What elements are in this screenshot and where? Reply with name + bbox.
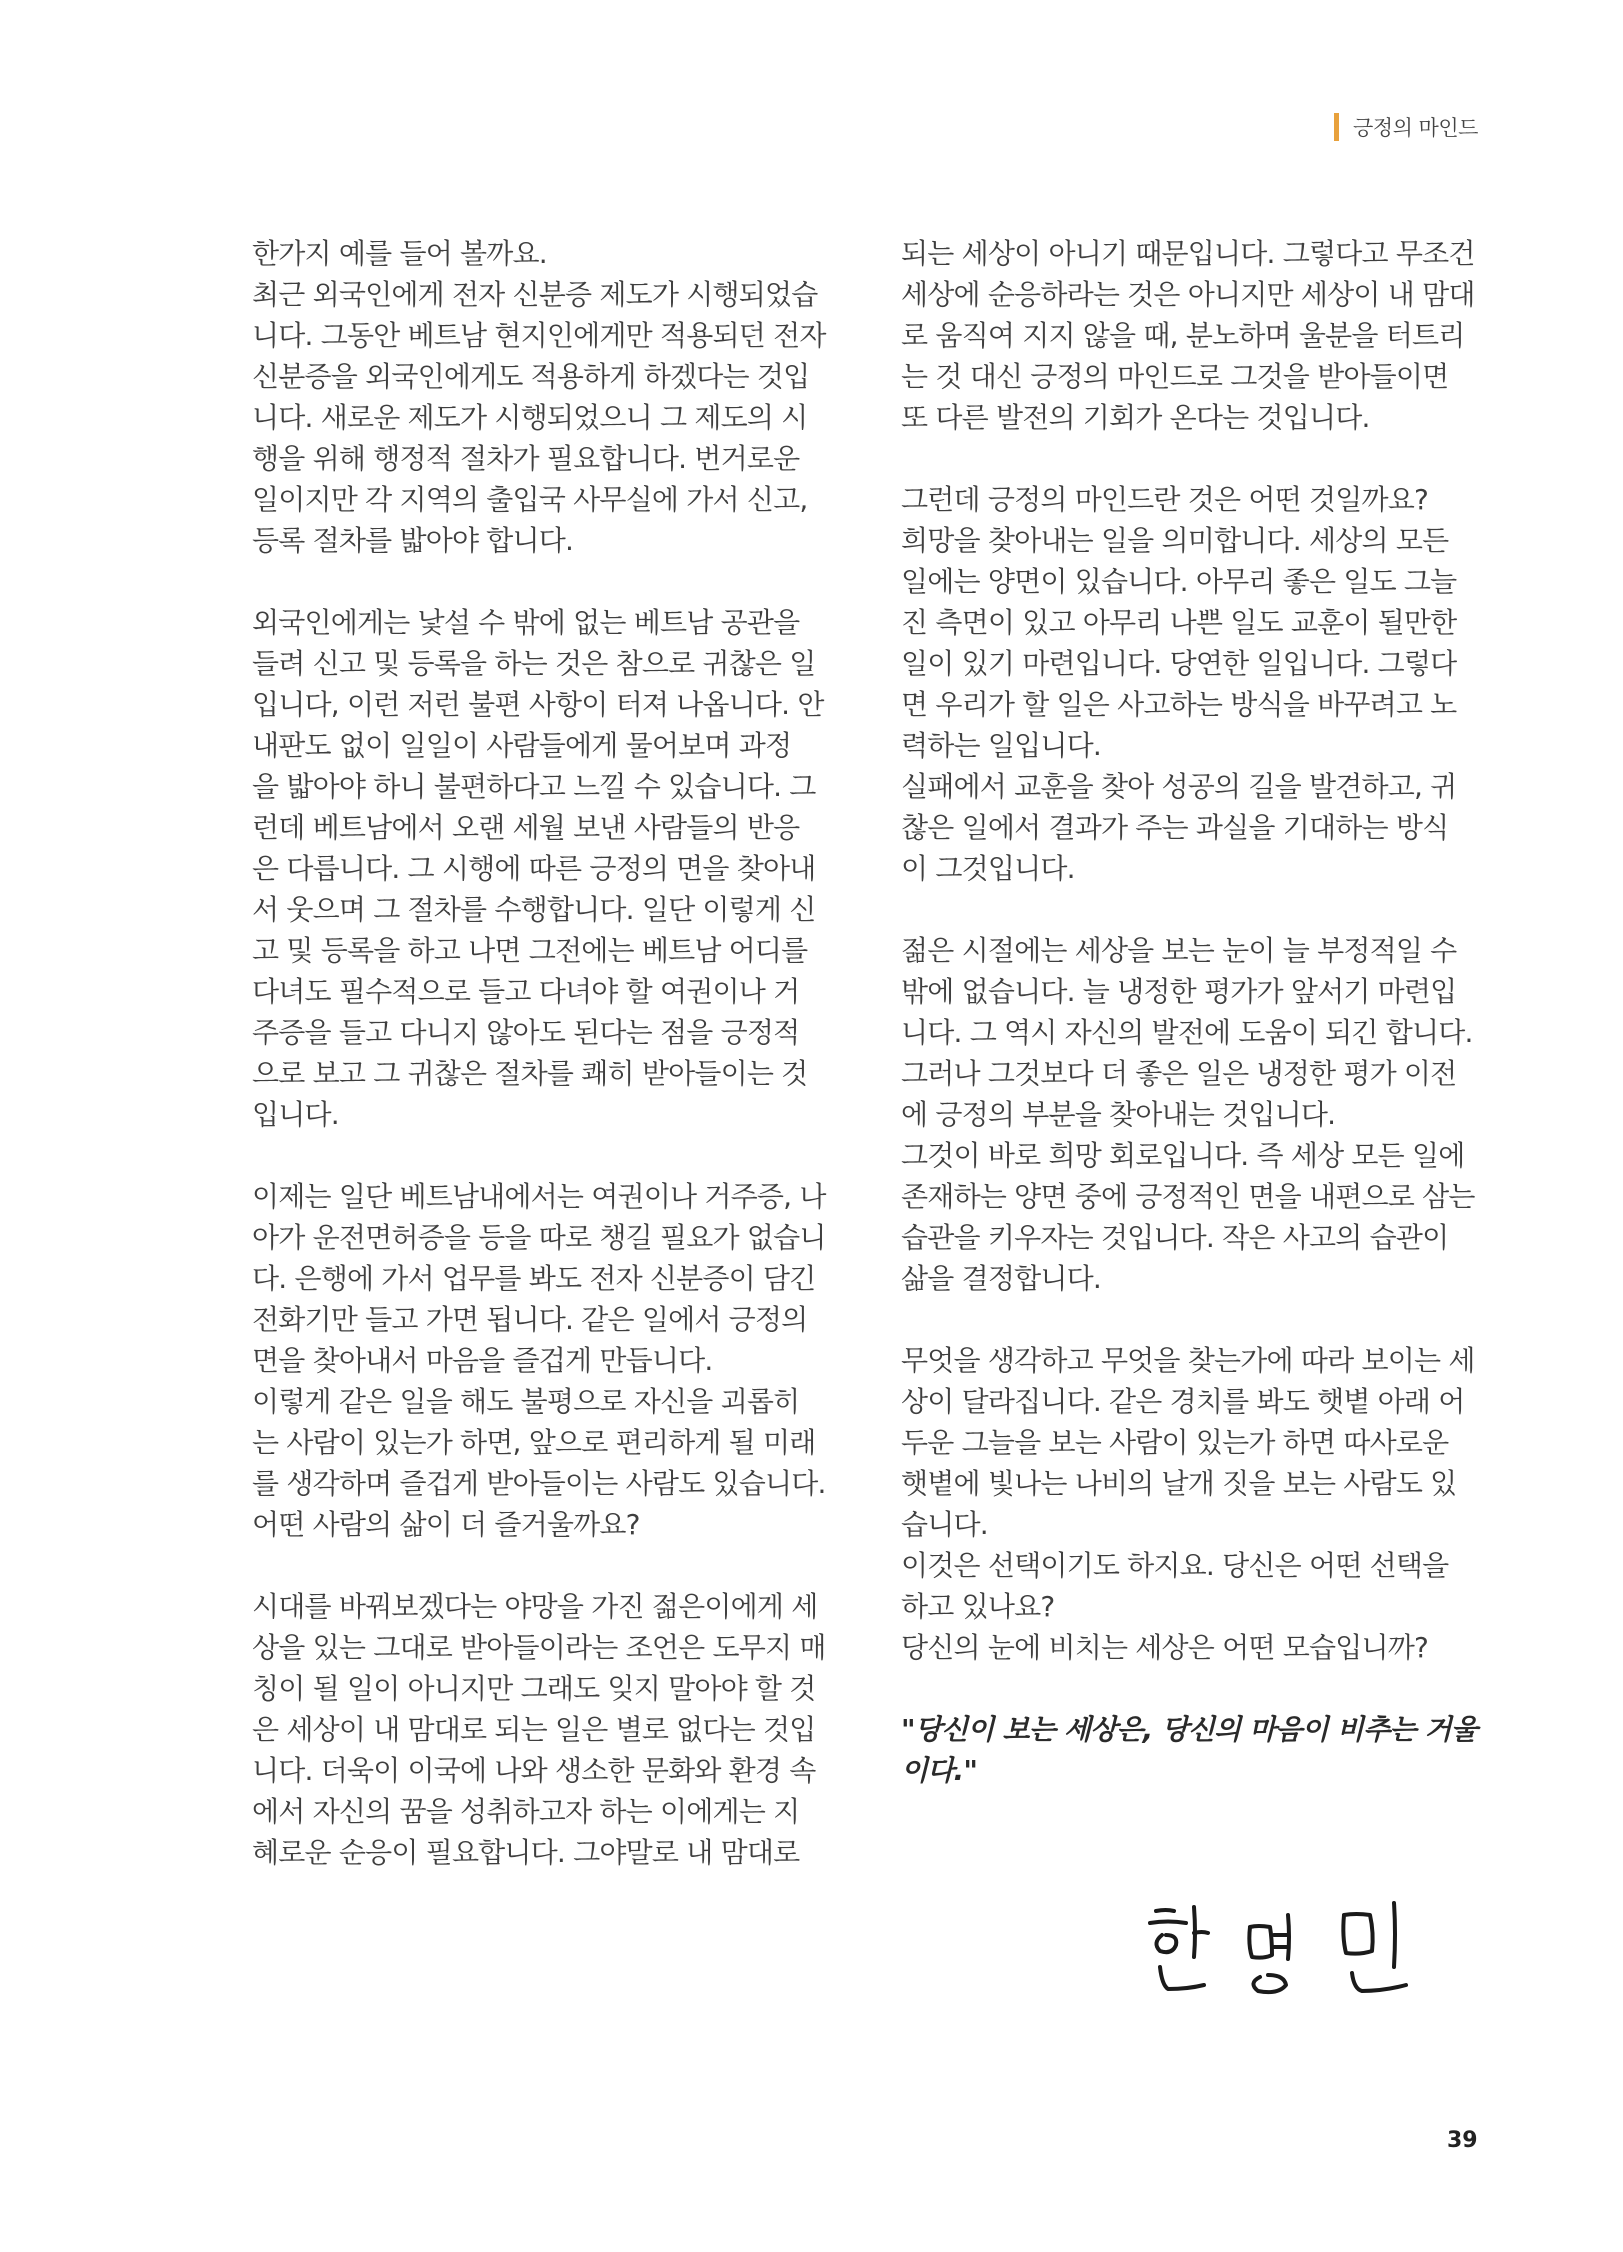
text-line: 이것은 선택이기도 하지요. 당신은 어떤 선택을 (901, 1549, 1449, 1582)
section-title: 긍정의 마인드 (1353, 116, 1478, 140)
text-line: 한가지 예를 들어 볼까요. (252, 237, 547, 270)
text-line: 실패에서 교훈을 찾아 성공의 길을 발견하고, 귀 (901, 770, 1457, 803)
text-line: 이렇게 같은 일을 해도 불평으로 자신을 괴롭히 (252, 1385, 800, 1418)
text-line: 습니다. (901, 1508, 988, 1541)
text-line: 을 밟아야 하니 불편하다고 느낄 수 있습니다. 그 (252, 770, 816, 803)
text-line: 다. 은행에 가서 업무를 봐도 전자 신분증이 담긴 (252, 1262, 816, 1295)
text-line: 에서 자신의 꿈을 성취하고자 하는 이에게는 지 (252, 1795, 800, 1828)
page-number: 39 (1447, 2128, 1478, 2153)
text-line: 또 다른 발전의 기회가 온다는 것입니다. (901, 401, 1370, 434)
text-line: 이제는 일단 베트남내에서는 여권이나 거주증, 나 (252, 1180, 826, 1213)
text-line: 력하는 일입니다. (901, 729, 1101, 762)
paragraph (901, 479, 1479, 889)
paragraph (252, 1586, 830, 1873)
text-line: 상이 달라집니다. 같은 경치를 봐도 햇볕 아래 어 (901, 1385, 1465, 1418)
text-line: 햇볕에 빛나는 나비의 날개 짓을 보는 사람도 있 (901, 1467, 1457, 1500)
running-header (1334, 112, 1478, 142)
text-line: 등록 절차를 밟아야 합니다. (252, 524, 574, 557)
text-line: 내판도 없이 일일이 사람들에게 물어보며 과정 (252, 729, 792, 762)
text-line: 그러나 그것보다 더 좋은 일은 냉정한 평가 이전 (901, 1057, 1457, 1090)
text-line: 은 세상이 내 맘대로 되는 일은 별로 없다는 것입 (252, 1713, 816, 1746)
text-line: 삶을 결정합니다. (901, 1262, 1101, 1295)
text-line: 최근 외국인에게 전자 신분증 제도가 시행되었습 (252, 278, 818, 311)
text-line: 고 및 등록을 하고 나면 그전에는 베트남 어디를 (252, 934, 808, 967)
text-line: 시대를 바꿔보겠다는 야망을 가진 젊은이에게 세 (252, 1590, 818, 1623)
text-line: 일이 있기 마련입니다. 당연한 일입니다. 그렇다 (901, 647, 1457, 680)
text-line: 를 생각하며 즐겁게 받아들이는 사람도 있습니다. (252, 1467, 826, 1500)
text-line: 입니다. (252, 1098, 339, 1131)
paragraph (901, 930, 1479, 1299)
text-line: 다녀도 필수적으로 들고 다녀야 할 여권이나 거 (252, 975, 800, 1008)
text-line: 혜로운 순응이 필요합니다. 그야말로 내 맘대로 (252, 1836, 800, 1869)
signature (1138, 1893, 1458, 2003)
text-line: 런데 베트남에서 오랜 세월 보낸 사람들의 반응 (252, 811, 800, 844)
header-accent-bar (1334, 113, 1339, 141)
text-line: 이 그것입니다. (901, 852, 1075, 885)
text-line: 면을 찾아내서 마음을 즐겁게 만듭니다. (252, 1344, 713, 1377)
text-line: 외국인에게는 낯설 수 밖에 없는 베트남 공관을 (252, 606, 800, 639)
text-line: 밖에 없습니다. 늘 냉정한 평가가 앞서기 마련입 (901, 975, 1457, 1008)
text-line: 니다. 그동안 베트남 현지인에게만 적용되던 전자 (252, 319, 826, 352)
text-line: 서 웃으며 그 절차를 수행합니다. 일단 이렇게 신 (252, 893, 816, 926)
text-line: 은 다릅니다. 그 시행에 따른 긍정의 면을 찾아내 (252, 852, 816, 885)
text-line: 그것이 바로 희망 회로입니다. 즉 세상 모든 일에 (901, 1139, 1465, 1172)
paragraph (252, 233, 830, 561)
text-line: 되는 세상이 아니기 때문입니다. 그렇다고 무조건 (901, 237, 1475, 270)
text-line: 존재하는 양면 중에 긍정적인 면을 내편으로 삼는 (901, 1180, 1475, 1213)
text-line: 니다. 더욱이 이국에 나와 생소한 문화와 환경 속 (252, 1754, 816, 1787)
text-line: 하고 있나요? (901, 1590, 1055, 1623)
text-line: 어떤 사람의 삶이 더 즐거울까요? (252, 1508, 640, 1541)
paragraph (252, 602, 830, 1135)
text-line: 희망을 찾아내는 일을 의미합니다. 세상의 모든 (901, 524, 1449, 557)
text-line: 진 측면이 있고 아무리 나쁜 일도 교훈이 될만한 (901, 606, 1457, 639)
right-column (901, 233, 1479, 1791)
text-line: 니다. 새로운 제도가 시행되었으니 그 제도의 시 (252, 401, 808, 434)
text-line: 니다. 그 역시 자신의 발전에 도움이 되긴 합니다. (901, 1016, 1473, 1049)
text-line: 로 움직여 지지 않을 때, 분노하며 울분을 터트리 (901, 319, 1465, 352)
paragraph (252, 1176, 830, 1545)
text-line: 는 사람이 있는가 하면, 앞으로 편리하게 될 미래 (252, 1426, 816, 1459)
text-line: 신분증을 외국인에게도 적용하게 하겠다는 것입 (252, 360, 810, 393)
text-line: 전화기만 들고 가면 됩니다. 같은 일에서 긍정의 (252, 1303, 808, 1336)
text-line: 으로 보고 그 귀찮은 절차를 쾌히 받아들이는 것 (252, 1057, 808, 1090)
quote-line: 이다." (901, 1754, 978, 1787)
text-line: 에 긍정의 부분을 찾아내는 것입니다. (901, 1098, 1336, 1131)
text-line: 젊은 시절에는 세상을 보는 눈이 늘 부정적일 수 (901, 934, 1457, 967)
text-line: 입니다, 이런 저런 불편 사항이 터져 나옵니다. 안 (252, 688, 824, 721)
left-column (252, 233, 830, 1914)
text-line: 상을 있는 그대로 받아들이라는 조언은 도무지 매 (252, 1631, 826, 1664)
text-line: 세상에 순응하라는 것은 아니지만 세상이 내 맘대 (901, 278, 1475, 311)
closing-quote (901, 1709, 1479, 1791)
text-line: 는 것 대신 긍정의 마인드로 그것을 받아들이면 (901, 360, 1449, 393)
text-line: 당신의 눈에 비치는 세상은 어떤 모습입니까? (901, 1631, 1429, 1664)
paragraph (901, 1340, 1479, 1668)
text-line: 무엇을 생각하고 무엇을 찾는가에 따라 보이는 세 (901, 1344, 1475, 1377)
text-line: 일에는 양면이 있습니다. 아무리 좋은 일도 그늘 (901, 565, 1457, 598)
text-line: 일이지만 각 지역의 출입국 사무실에 가서 신고, (252, 483, 808, 516)
text-line: 주증을 들고 다니지 않아도 된다는 점을 긍정적 (252, 1016, 800, 1049)
text-line: 면 우리가 할 일은 사고하는 방식을 바꾸려고 노 (901, 688, 1457, 721)
text-line: 그런데 긍정의 마인드란 것은 어떤 것일까요? (901, 483, 1429, 516)
text-line: 행을 위해 행정적 절차가 필요합니다. 번거로운 (252, 442, 800, 475)
quote-line: "당신이 보는 세상은, 당신의 마음이 비추는 거울 (901, 1713, 1478, 1746)
text-line: 아가 운전면허증을 등을 따로 챙길 필요가 없습니 (252, 1221, 826, 1254)
text-line: 칭이 될 일이 아니지만 그래도 잊지 말아야 할 것 (252, 1672, 816, 1705)
paragraph (901, 233, 1479, 438)
text-line: 들려 신고 및 등록을 하는 것은 참으로 귀찮은 일 (252, 647, 816, 680)
text-line: 습관을 키우자는 것입니다. 작은 사고의 습관이 (901, 1221, 1449, 1254)
text-line: 두운 그늘을 보는 사람이 있는가 하면 따사로운 (901, 1426, 1449, 1459)
text-line: 찮은 일에서 결과가 주는 과실을 기대하는 방식 (901, 811, 1449, 844)
